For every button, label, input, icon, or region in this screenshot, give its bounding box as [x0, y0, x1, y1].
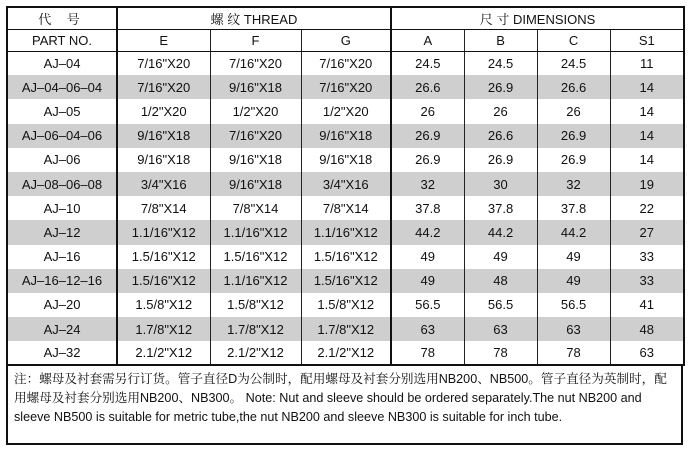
cell-f: 1.7/8"X12	[210, 317, 301, 341]
cell-s1: 22	[610, 196, 684, 220]
cell-f: 2.1/2"X12	[210, 341, 301, 365]
cell-b: 56.5	[464, 293, 537, 317]
cell-f: 1/2"X20	[210, 99, 301, 123]
cell-g: 7/16"X20	[301, 75, 391, 99]
table-row	[7, 196, 684, 220]
header-row-group	[7, 7, 684, 29]
table-row	[7, 124, 684, 148]
cell-g: 2.1/2"X12	[301, 341, 391, 365]
col-header-e: E	[117, 29, 210, 51]
cell-a: 49	[391, 245, 464, 269]
cell-e: 7/16"X20	[117, 51, 210, 75]
cell-c: 26.9	[537, 124, 610, 148]
cell-a: 49	[391, 269, 464, 293]
cell-part: AJ–08–06–08	[7, 172, 117, 196]
cell-c: 26.9	[537, 148, 610, 172]
cell-b: 48	[464, 269, 537, 293]
cell-b: 26.9	[464, 148, 537, 172]
table-row	[7, 245, 684, 269]
cell-c: 78	[537, 341, 610, 365]
cell-part: AJ–16	[7, 245, 117, 269]
cell-c: 44.2	[537, 220, 610, 244]
cell-g: 1.5/8"X12	[301, 293, 391, 317]
cell-part: AJ–05	[7, 99, 117, 123]
cell-a: 78	[391, 341, 464, 365]
cell-part: AJ–20	[7, 293, 117, 317]
col-header-g: G	[301, 29, 391, 51]
cell-g: 9/16"X18	[301, 124, 391, 148]
table-row	[7, 269, 684, 293]
cell-e: 1.5/16"X12	[117, 245, 210, 269]
thread-dimension-table	[6, 6, 685, 366]
cell-f: 1.1/16"X12	[210, 220, 301, 244]
cell-a: 44.2	[391, 220, 464, 244]
cell-f: 7/16"X20	[210, 124, 301, 148]
cell-f: 9/16"X18	[210, 75, 301, 99]
cell-g: 1.7/8"X12	[301, 317, 391, 341]
table-row	[7, 99, 684, 123]
cell-e: 1.5/16"X12	[117, 269, 210, 293]
cell-s1: 14	[610, 75, 684, 99]
cell-a: 37.8	[391, 196, 464, 220]
table-body	[7, 51, 684, 365]
cell-a: 26.9	[391, 148, 464, 172]
order-note: 注：螺母及衬套需另行订货。管子直径D为公制时，配用螺母及衬套分别选用NB200、NB500。管子直径为英制时，配用螺母及衬套分别选用NB200、NB300。 Note: Nut and sleeve should be ordered separately.The nut NB200 and sleeve NB500 is suitable for metric tube,the nut NB200 and sleeve NB300 is suitable for inch tube.	[6, 366, 683, 445]
dimensions-group-header: 尺 寸 DIMENSIONS	[391, 7, 684, 29]
cell-c: 63	[537, 317, 610, 341]
cell-a: 63	[391, 317, 464, 341]
cell-f: 1.1/16"X12	[210, 269, 301, 293]
header-row-columns	[7, 29, 684, 51]
part-no-header: PART NO.	[7, 29, 117, 51]
cell-a: 56.5	[391, 293, 464, 317]
cell-part: AJ–06–04–06	[7, 124, 117, 148]
cell-a: 26.6	[391, 75, 464, 99]
cell-g: 1.5/16"X12	[301, 245, 391, 269]
cell-e: 7/8"X14	[117, 196, 210, 220]
col-header-c: C	[537, 29, 610, 51]
cell-b: 63	[464, 317, 537, 341]
cell-g: 1.5/16"X12	[301, 269, 391, 293]
cell-a: 26.9	[391, 124, 464, 148]
cell-c: 49	[537, 245, 610, 269]
thread-group-header: 螺 纹 THREAD	[117, 7, 391, 29]
cell-s1: 33	[610, 245, 684, 269]
cell-part: AJ–32	[7, 341, 117, 365]
table-row	[7, 148, 684, 172]
col-header-a: A	[391, 29, 464, 51]
col-header-f: F	[210, 29, 301, 51]
cell-e: 7/16"X20	[117, 75, 210, 99]
code-cn-header: 代 号	[7, 7, 117, 29]
cell-part: AJ–06	[7, 148, 117, 172]
cell-g: 7/16"X20	[301, 51, 391, 75]
cell-s1: 48	[610, 317, 684, 341]
table-row	[7, 51, 684, 75]
cell-b: 26.6	[464, 124, 537, 148]
cell-b: 30	[464, 172, 537, 196]
cell-f: 1.5/16"X12	[210, 245, 301, 269]
cell-part: AJ–04	[7, 51, 117, 75]
cell-c: 37.8	[537, 196, 610, 220]
cell-part: AJ–16–12–16	[7, 269, 117, 293]
cell-a: 32	[391, 172, 464, 196]
cell-g: 1/2"X20	[301, 99, 391, 123]
col-header-b: B	[464, 29, 537, 51]
cell-e: 1.1/16"X12	[117, 220, 210, 244]
cell-b: 78	[464, 341, 537, 365]
cell-s1: 14	[610, 99, 684, 123]
cell-a: 24.5	[391, 51, 464, 75]
cell-e: 2.1/2"X12	[117, 341, 210, 365]
table-row	[7, 317, 684, 341]
cell-b: 37.8	[464, 196, 537, 220]
cell-s1: 27	[610, 220, 684, 244]
cell-s1: 14	[610, 124, 684, 148]
spec-sheet	[6, 6, 683, 445]
cell-s1: 33	[610, 269, 684, 293]
cell-part: AJ–24	[7, 317, 117, 341]
col-header-s1: S1	[610, 29, 684, 51]
cell-s1: 63	[610, 341, 684, 365]
cell-e: 1/2"X20	[117, 99, 210, 123]
cell-e: 3/4"X16	[117, 172, 210, 196]
cell-g: 9/16"X18	[301, 148, 391, 172]
cell-c: 24.5	[537, 51, 610, 75]
cell-f: 1.5/8"X12	[210, 293, 301, 317]
cell-g: 7/8"X14	[301, 196, 391, 220]
cell-b: 24.5	[464, 51, 537, 75]
table-row	[7, 172, 684, 196]
cell-f: 9/16"X18	[210, 148, 301, 172]
cell-c: 32	[537, 172, 610, 196]
cell-e: 1.7/8"X12	[117, 317, 210, 341]
table-row	[7, 293, 684, 317]
cell-c: 26.6	[537, 75, 610, 99]
cell-part: AJ–12	[7, 220, 117, 244]
cell-c: 26	[537, 99, 610, 123]
cell-e: 9/16"X18	[117, 124, 210, 148]
table-row	[7, 341, 684, 365]
cell-f: 7/16"X20	[210, 51, 301, 75]
cell-e: 1.5/8"X12	[117, 293, 210, 317]
cell-s1: 19	[610, 172, 684, 196]
cell-b: 26.9	[464, 75, 537, 99]
cell-a: 26	[391, 99, 464, 123]
cell-g: 3/4"X16	[301, 172, 391, 196]
cell-b: 49	[464, 245, 537, 269]
cell-c: 56.5	[537, 293, 610, 317]
cell-b: 26	[464, 99, 537, 123]
cell-s1: 41	[610, 293, 684, 317]
cell-g: 1.1/16"X12	[301, 220, 391, 244]
cell-b: 44.2	[464, 220, 537, 244]
cell-s1: 14	[610, 148, 684, 172]
cell-c: 49	[537, 269, 610, 293]
cell-part: AJ–10	[7, 196, 117, 220]
cell-e: 9/16"X18	[117, 148, 210, 172]
cell-part: AJ–04–06–04	[7, 75, 117, 99]
cell-f: 7/8"X14	[210, 196, 301, 220]
cell-s1: 11	[610, 51, 684, 75]
table-row	[7, 220, 684, 244]
cell-f: 9/16"X18	[210, 172, 301, 196]
table-row	[7, 75, 684, 99]
